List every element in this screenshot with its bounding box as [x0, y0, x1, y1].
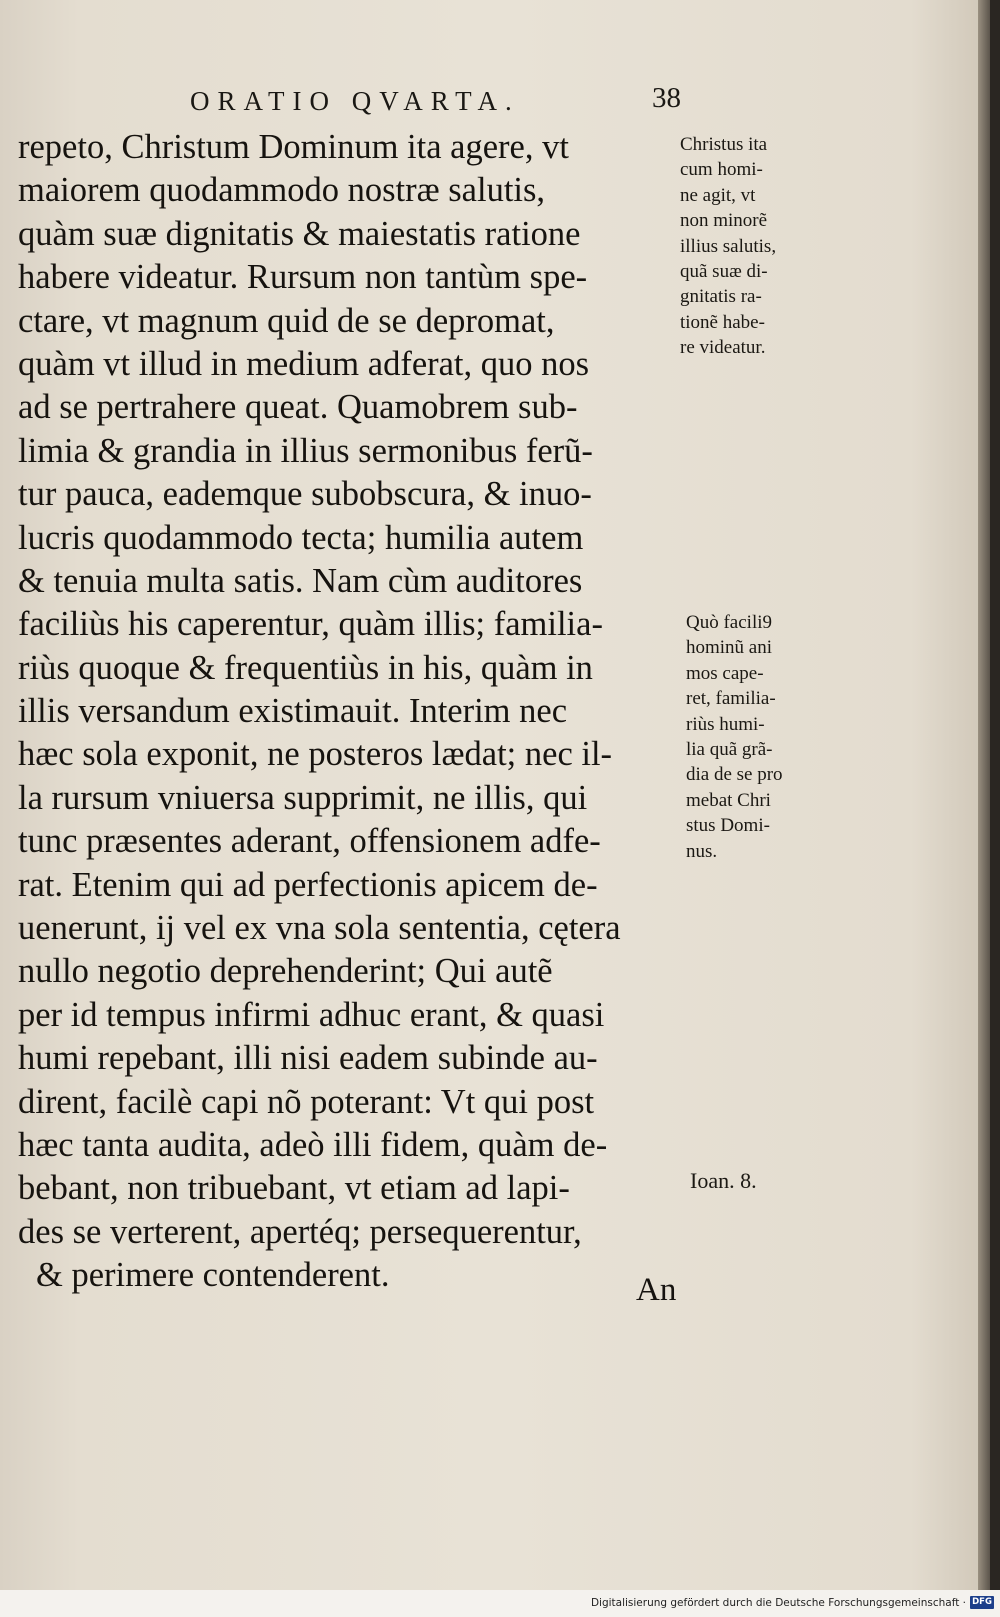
running-title: ORATIO QVARTA.	[190, 86, 520, 116]
margin-note-line: mos cape-	[686, 662, 764, 684]
margin-note-line: re videatur.	[680, 337, 766, 359]
margin-note-quo-facilius	[686, 610, 824, 864]
margin-note-line: gnitatis ra-	[680, 286, 762, 308]
margin-note-line: tionẽ habe-	[680, 311, 765, 333]
text-line: hæc sola exponit, ne posteros lædat; nec il-	[18, 735, 613, 774]
digitization-credit: Digitalisierung gefördert durch die Deutsche Forschungsgemeinschaft ·	[590, 1597, 966, 1609]
text-line: quàm vt illud in medium adferat, quo nos	[18, 344, 590, 383]
text-line: nullo negotio deprehenderint; Qui autẽ	[18, 952, 553, 991]
text-line: & tenuia multa satis. Nam cùm auditores	[18, 561, 583, 600]
margin-note-line: quã suæ di-	[680, 260, 768, 282]
margin-note-line: illius salutis,	[680, 235, 777, 257]
margin-note-line: Christus ita	[680, 134, 768, 155]
text-line: uenerunt, ij vel ex vna sola sententia, cętera	[18, 909, 621, 948]
margin-note-line: non minorẽ	[680, 210, 768, 232]
main-text-block	[18, 126, 688, 1298]
text-line: faciliùs his caperentur, quàm illis; familia-	[18, 605, 603, 644]
text-line: habere videatur. Rursum non tantùm spe-	[18, 258, 588, 297]
margin-note-line: nus.	[686, 840, 718, 862]
text-line: la rursum vniuersa supprimit, ne illis, qui	[18, 778, 588, 817]
text-line: repeto, Christum Dominum ita agere, vt	[18, 128, 569, 166]
margin-note-line: Quò facili9	[686, 612, 773, 633]
margin-note-line: lia quã grã-	[686, 738, 773, 760]
text-line: quàm suæ dignitatis & maiestatis ratione	[18, 214, 581, 253]
text-line: riùs quoque & frequentiùs in his, quàm in	[18, 648, 593, 687]
margin-note-line: ne agit, vt	[680, 184, 756, 206]
margin-note-line: dia de se pro	[686, 764, 783, 786]
margin-note-christus	[680, 132, 818, 361]
text-line: tunc præsentes aderant, offensionem adfe-	[18, 822, 601, 861]
text-line: des se verterent, apertéq; persequerentur,	[18, 1212, 582, 1251]
margin-note-line: cum homi-	[680, 159, 763, 181]
page-number: 38	[652, 82, 681, 114]
text-line: maiorem quodammodo nostræ salutis,	[18, 171, 546, 210]
margin-note-line: ret, familia-	[686, 688, 776, 710]
text-line: lucris quodammodo tecta; humilia autem	[18, 518, 584, 557]
text-line: limia & grandia in illius sermonibus ferũ-	[18, 431, 593, 470]
margin-note-line: hominũ ani	[686, 637, 773, 659]
margin-note-line: stus Domi-	[686, 815, 770, 837]
text-line: dirent, facilè capi nõ poterant: Vt qui post	[18, 1082, 595, 1121]
text-line: per id tempus infirmi adhuc erant, & quasi	[18, 995, 605, 1034]
text-line: ctare, vt magnum quid de se depromat,	[18, 301, 555, 340]
text-line: & perimere contenderent.	[36, 1256, 390, 1295]
page-edge-shadow	[978, 0, 990, 1590]
text-line: ad se pertrahere queat. Quamobrem sub-	[18, 388, 578, 427]
text-line: illis versandum existimauit. Interim nec	[18, 692, 568, 731]
margin-note-line: mebat Chri	[686, 789, 771, 811]
text-line: rat. Etenim qui ad perfectionis apicem de-	[18, 865, 598, 904]
text-line: humi repebant, illi nisi eadem subinde au-	[18, 1039, 598, 1078]
text-line: hæc tanta audita, adeò illi fidem, quàm de-	[18, 1125, 608, 1164]
text-line: tur pauca, eademque subobscura, & inuo-	[18, 475, 592, 514]
margin-note-scripture-reference: Ioan. 8.	[690, 1168, 757, 1193]
margin-note-line: riùs humi-	[686, 713, 765, 735]
catchword: An	[636, 1272, 677, 1308]
dfg-logo: DFG	[970, 1596, 994, 1609]
text-line: bebant, non tribuebant, vt etiam ad lapi-	[18, 1169, 570, 1208]
